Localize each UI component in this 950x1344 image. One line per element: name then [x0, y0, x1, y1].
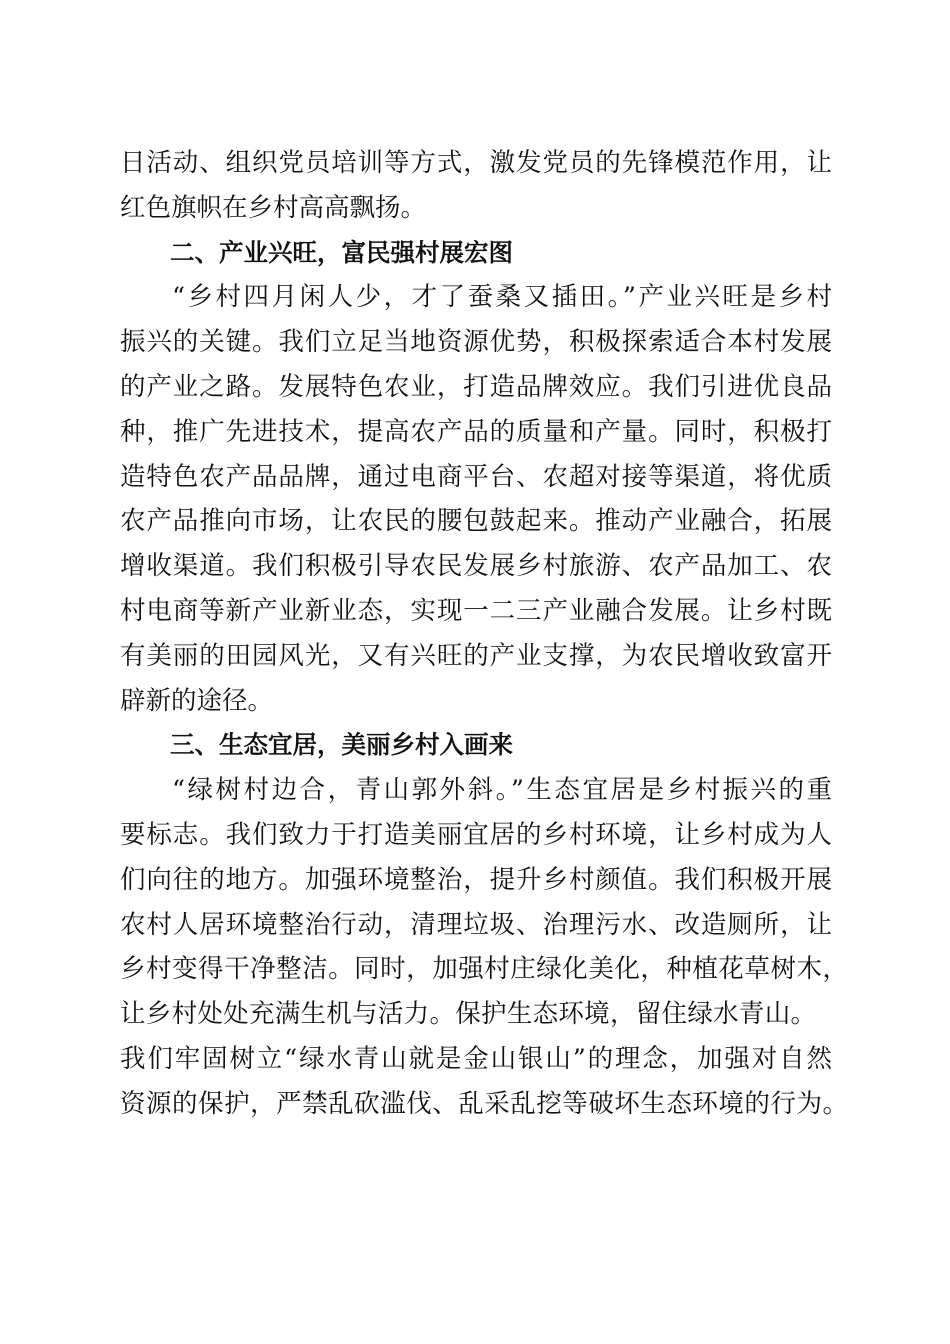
text-line: 种，推广先进技术，提高农产品的质量和产量。同时，积极打: [120, 416, 832, 447]
text-line: “绿树村边合，青山郭外斜。”生态宜居是乡村振兴的重: [172, 775, 832, 806]
document-body: [120, 141, 848, 1127]
text-line: 的产业之路。发展特色农业，打造品牌效应。我们引进优良品: [120, 371, 832, 402]
text-line: 农产品推向市场，让农民的腰包鼓起来。推动产业融合，拓展: [120, 506, 832, 537]
text-line: 我们牢固树立“绿水青山就是金山银山”的理念，加强对自然: [120, 1043, 832, 1074]
section-heading: 三、生态宜居，美丽乡村入画来: [170, 730, 513, 760]
text-line: 振兴的关键。我们立足当地资源优势，积极探索适合本村发展: [120, 327, 832, 358]
text-line: “乡村四月闲人少，才了蚕桑又插田。”产业兴旺是乡村: [172, 282, 832, 313]
text-line: 让乡村处处充满生机与活力。保护生态环境，留住绿水青山。: [120, 999, 816, 1030]
text-line: 乡村变得干净整洁。同时，加强村庄绿化美化，种植花草树木，: [120, 954, 848, 985]
section-heading: 二、产业兴旺，富民强村展宏图: [170, 237, 513, 267]
text-line: 农村人居环境整治行动，清理垃圾、治理污水、改造厕所，让: [120, 909, 832, 940]
text-line: 红色旗帜在乡村高高飘扬。: [120, 192, 427, 223]
text-line: 有美丽的田园风光，又有兴旺的产业支撑，为农民增收致富开: [120, 640, 832, 671]
text-line: 要标志。我们致力于打造美丽宜居的乡村环境，让乡村成为人: [120, 819, 832, 850]
text-line: 增收渠道。我们积极引导农民发展乡村旅游、农产品加工、农: [120, 551, 832, 582]
text-line: 们向往的地方。加强环境整治，提升乡村颜值。我们积极开展: [120, 864, 832, 895]
text-line: 村电商等新产业新业态，实现一二三产业融合发展。让乡村既: [120, 595, 832, 626]
text-line: 资源的保护，严禁乱砍滥伐、乱采乱挖等破坏生态环境的行为。: [120, 1088, 848, 1119]
text-line: 日活动、组织党员培训等方式，激发党员的先锋模范作用，让: [120, 148, 832, 178]
text-line: 辟新的途径。: [120, 685, 274, 716]
text-line: 造特色农产品品牌，通过电商平台、农超对接等渠道，将优质: [120, 461, 832, 492]
